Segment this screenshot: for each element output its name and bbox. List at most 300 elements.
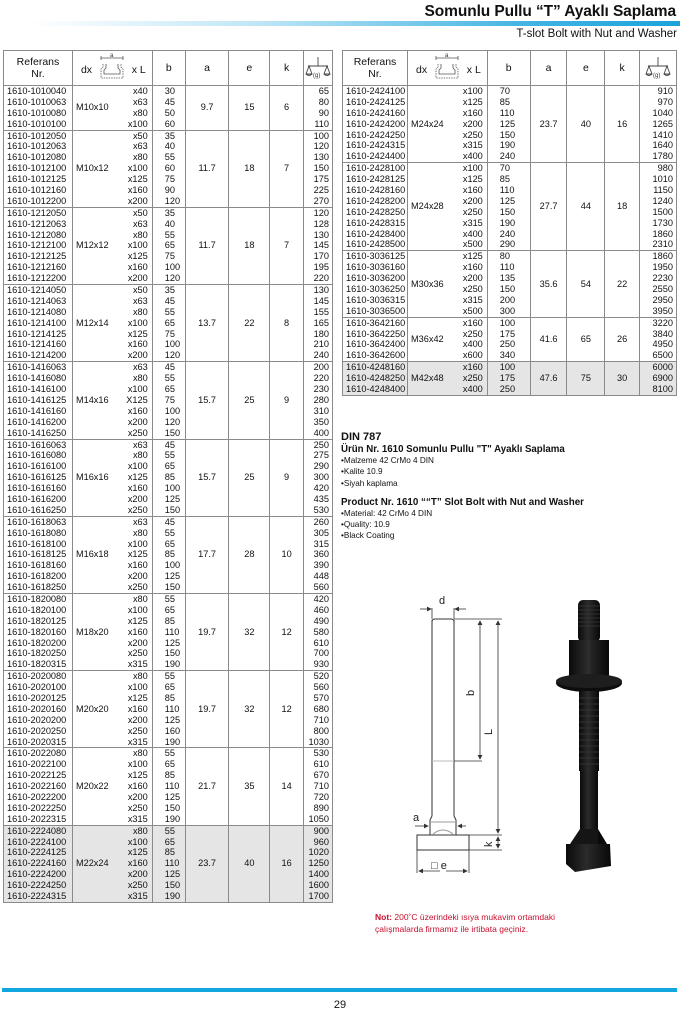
reference-number: 1610-2424200: [346, 118, 406, 129]
reference-number: 1610-4248250: [346, 373, 406, 384]
thread-size: M10x10: [72, 86, 118, 131]
reference-number: 1610-1416200: [7, 416, 67, 427]
length-value-cell: [457, 317, 487, 362]
thread-length-b: 110: [499, 262, 515, 273]
dimension-k: 7: [270, 207, 304, 284]
thread-length-b: 65: [164, 682, 175, 693]
length-value-cell: [457, 362, 487, 396]
dim-label-k: k: [483, 841, 495, 847]
reference-number: 1610-3642250: [346, 328, 406, 339]
size-group-row: [4, 207, 333, 284]
thread-length-b: 135: [499, 273, 516, 284]
length-value: x250: [462, 129, 483, 140]
size-group-row: [4, 439, 333, 516]
reference-number: 1610-1012050: [7, 130, 67, 141]
weight-grams: 910: [657, 86, 673, 96]
thread-length-b: 340: [499, 350, 516, 361]
reference-number: 1610-2424160: [346, 107, 406, 118]
thread-length-b: 65: [164, 461, 175, 472]
weight-grams: 1050: [308, 813, 329, 824]
weight-grams-cell: [303, 825, 332, 902]
length-value-cell: [457, 251, 487, 317]
reference-number-cell: [343, 362, 408, 396]
thread-length-b: 65: [164, 836, 175, 847]
weight-grams: 1700: [308, 891, 329, 902]
dimension-e: 25: [229, 439, 270, 516]
weight-grams: 900: [313, 825, 329, 836]
weight-grams: 530: [313, 504, 329, 515]
thread-length-b: 55: [164, 671, 175, 682]
weight-grams: 300: [313, 472, 329, 483]
thread-length-b: 65: [164, 384, 175, 395]
dimension-k: 6: [270, 86, 304, 131]
length-value: x100: [127, 118, 148, 129]
dimension-k: 10: [270, 516, 304, 593]
bolt-product-photo: [555, 596, 625, 881]
reference-number: 1610-1010040: [7, 86, 67, 96]
thread-size: M20x20: [72, 671, 118, 748]
length-value: x125: [127, 251, 148, 262]
reference-number: 1610-2428125: [346, 174, 406, 185]
thread-length-b: 120: [164, 350, 181, 361]
length-value: x80: [132, 373, 148, 384]
size-group-row: [343, 362, 677, 396]
reference-number: 1610-1012080: [7, 152, 67, 163]
dimension-a: 47.6: [530, 362, 567, 396]
thread-size: M16x16: [72, 439, 118, 516]
thread-length-b: 45: [164, 362, 175, 373]
weight-grams: 610: [313, 637, 329, 648]
size-group-row: [4, 130, 333, 207]
dimension-k: 12: [270, 593, 304, 670]
weight-grams: 280: [313, 394, 329, 405]
dimension-e: 32: [229, 593, 270, 670]
thread-length-b: 125: [164, 493, 181, 504]
thread-length-b: 190: [164, 813, 181, 824]
reference-number: 1610-2428200: [346, 195, 406, 206]
length-value: x160: [462, 317, 483, 328]
length-value: x160: [127, 405, 148, 416]
weight-grams: 305: [313, 527, 329, 538]
dimension-a: 11.7: [185, 130, 229, 207]
thread-length-b-cell: [152, 593, 185, 670]
reference-number-cell: [343, 86, 408, 163]
thread-length-b: 190: [164, 659, 181, 670]
dimension-k: 30: [605, 362, 640, 396]
weight-grams: 100: [313, 130, 329, 141]
length-value: x63: [132, 516, 148, 527]
dimension-e: 75: [567, 362, 605, 396]
dimension-a: 19.7: [185, 671, 229, 748]
english-spec-item: • Quality: 10.9: [341, 519, 671, 530]
weight-grams: 3220: [652, 317, 673, 328]
thread-length-b: 110: [499, 107, 515, 118]
reference-number: 1610-2224160: [7, 858, 67, 869]
length-value: x250: [127, 725, 148, 736]
reference-number-cell: [4, 285, 73, 362]
weight-grams: 460: [313, 604, 329, 615]
dimension-e: 35: [229, 748, 270, 825]
thread-length-b-cell: [152, 86, 185, 131]
length-value: x600: [462, 350, 483, 361]
thread-length-b: 100: [164, 405, 181, 416]
reference-number: 1610-3642400: [346, 339, 406, 350]
reference-number: 1610-2022080: [7, 748, 67, 759]
thread-length-b: 85: [164, 770, 175, 781]
thread-length-b: 100: [164, 339, 181, 350]
thread-length-b: 175: [499, 328, 516, 339]
scale-icon: [305, 55, 331, 81]
weight-grams-cell: [640, 251, 677, 317]
reference-number: 1610-2424100: [346, 86, 406, 96]
weight-grams: 680: [313, 703, 329, 714]
length-value: x250: [462, 284, 483, 295]
weight-grams: 290: [313, 461, 329, 472]
weight-grams-cell: [303, 593, 332, 670]
reference-number: 1610-1012200: [7, 195, 67, 206]
thread-size: M42x48: [407, 362, 457, 396]
dimension-a: 21.7: [185, 748, 229, 825]
weight-grams: 670: [313, 770, 329, 781]
dimension-k: 16: [605, 86, 640, 163]
dimension-e: 65: [567, 317, 605, 362]
length-value: X125: [126, 394, 148, 405]
reference-number-cell: [4, 130, 73, 207]
thread-length-b: 75: [164, 251, 175, 262]
thread-length-b: 70: [499, 163, 511, 174]
header-row: [4, 51, 333, 86]
reference-number: 1610-1212080: [7, 229, 67, 240]
length-value: x125: [127, 615, 148, 626]
length-value: x200: [127, 195, 148, 206]
weight-grams: 1250: [308, 858, 329, 869]
thread-length-b-cell: [152, 285, 185, 362]
reference-number: 1610-1012100: [7, 163, 67, 174]
reference-number-cell: [4, 593, 73, 670]
length-value-cell: [118, 825, 152, 902]
weight-grams: 1730: [652, 217, 673, 228]
length-value: x160: [127, 483, 148, 494]
weight-grams: 390: [313, 560, 329, 571]
weight-grams: 210: [313, 339, 329, 350]
thread-length-b-cell: [152, 439, 185, 516]
thread-length-b: 55: [164, 306, 175, 317]
reference-number: 1610-1618080: [7, 527, 67, 538]
reference-number: 1610-2424400: [346, 151, 406, 162]
dimension-a: 9.7: [185, 86, 229, 131]
thread-length-b: 125: [164, 714, 181, 725]
weight-grams: 3840: [652, 328, 673, 339]
thread-size: M24x24: [407, 86, 457, 163]
reference-number: 1610-2224125: [7, 847, 67, 858]
thread-length-b: 40: [164, 218, 175, 229]
header-weight: [640, 51, 677, 86]
header-referans-line2: Nr.: [368, 68, 382, 80]
weight-grams: 720: [313, 792, 329, 802]
length-value: x200: [127, 416, 148, 427]
header-k: k: [605, 51, 640, 86]
thread-shaft: [579, 691, 599, 771]
weight-grams: 110: [314, 118, 329, 129]
length-value: x400: [462, 339, 483, 350]
length-value: x200: [127, 571, 148, 582]
thread-length-b: 100: [164, 483, 181, 494]
weight-grams-cell: [640, 317, 677, 362]
weight-grams: 1400: [308, 869, 329, 880]
dimension-e: 28: [229, 516, 270, 593]
size-group-row: [4, 671, 333, 748]
weight-grams: 1150: [653, 185, 673, 196]
length-value: x200: [127, 869, 148, 880]
header-referans: [343, 51, 408, 86]
thread-length-b: 35: [164, 285, 175, 296]
weight-unit-label: (g): [653, 73, 661, 79]
reference-number: 1610-2020125: [7, 692, 67, 703]
thread-size: M10x12: [72, 130, 118, 207]
dimension-e: 40: [567, 86, 605, 163]
reference-number-cell: [4, 516, 73, 593]
length-value: x80: [132, 152, 148, 163]
thread-length-b: 125: [499, 118, 516, 129]
length-value: x250: [127, 427, 148, 438]
reference-number: 1610-1416125: [7, 394, 67, 405]
length-value: x200: [462, 118, 483, 129]
dimension-e: 32: [229, 671, 270, 748]
header-xl: x L: [466, 64, 481, 76]
length-value: x50: [132, 285, 148, 296]
reference-number: 1610-1212160: [7, 262, 67, 273]
reference-number: 1610-2020315: [7, 736, 67, 747]
weight-grams: 175: [313, 174, 329, 185]
thread-length-b-cell: [487, 317, 530, 362]
length-value: x100: [127, 604, 148, 615]
length-value: x80: [132, 450, 148, 461]
thread-length-b-cell: [152, 671, 185, 748]
length-value: x160: [127, 858, 148, 869]
thread-length-b: 150: [164, 648, 181, 659]
dimension-a: 41.6: [530, 317, 567, 362]
reference-number: 1610-1616063: [7, 439, 67, 450]
length-value: x200: [127, 493, 148, 504]
length-value: x160: [127, 185, 148, 196]
header-e: e: [567, 51, 605, 86]
header-e: e: [229, 51, 270, 86]
spec-table-right: [342, 50, 677, 396]
thread-length-b: 90: [164, 185, 175, 196]
length-value: x250: [127, 582, 148, 593]
footer-accent-bar: [2, 988, 677, 992]
thread-length-b: 75: [164, 328, 175, 339]
length-value: x400: [462, 151, 483, 162]
length-value: x250: [127, 648, 148, 659]
weight-grams-cell: [303, 516, 332, 593]
size-group-row: [4, 593, 333, 670]
reference-number-cell: [343, 163, 408, 251]
length-value: x200: [127, 273, 148, 284]
english-spec-item: • Black Coating: [341, 530, 671, 541]
dimension-a: 15.7: [185, 362, 229, 439]
reference-number-cell: [4, 825, 73, 902]
reference-number: 1610-2428500: [346, 239, 406, 250]
thread-length-b: 65: [164, 240, 175, 251]
reference-number: 1610-1214063: [7, 295, 67, 306]
reference-number: 1610-2224315: [7, 891, 67, 902]
dimension-k: 26: [605, 317, 640, 362]
reference-number: 1610-2020250: [7, 725, 67, 736]
length-value: x315: [462, 294, 483, 305]
length-value: x250: [462, 373, 483, 384]
weight-grams: 260: [313, 516, 329, 527]
dimension-a: 27.7: [530, 163, 567, 251]
weight-grams: 120: [313, 141, 329, 152]
dimension-k: 7: [270, 130, 304, 207]
weight-grams: 155: [313, 306, 329, 317]
thread-size: M20x22: [72, 748, 118, 825]
reference-number: 1610-1616200: [7, 493, 67, 504]
length-value: x125: [462, 174, 483, 185]
thread-length-b: 110: [164, 626, 180, 637]
thread-length-b: 80: [499, 251, 511, 262]
dimension-a: 17.7: [185, 516, 229, 593]
weight-grams: 170: [313, 251, 329, 262]
english-heading: Product Nr. 1610 ““T” Slot Bolt with Nut and Washer: [341, 496, 584, 508]
thread-length-b: 55: [164, 825, 175, 836]
reference-number: 1610-2022160: [7, 781, 67, 792]
thread-length-b: 85: [164, 615, 175, 626]
reference-number: 1610-1212100: [7, 240, 67, 251]
thread-length-b-cell: [487, 86, 530, 163]
spec-table-left: [3, 50, 333, 903]
reference-number: 1610-1416250: [7, 427, 67, 438]
reference-number: 1610-1212050: [7, 207, 67, 218]
dimension-k: 8: [270, 285, 304, 362]
length-value: x125: [127, 472, 148, 483]
reference-number: 1610-2020160: [7, 703, 67, 714]
header-xl: x L: [131, 64, 146, 76]
thread-length-b: 120: [164, 416, 181, 427]
dimension-k: 14: [270, 748, 304, 825]
thread-length-b: 70: [499, 86, 511, 96]
weight-grams: 580: [313, 626, 329, 637]
reference-number: 1610-1010080: [7, 107, 67, 118]
thread-size: M14x16: [72, 362, 118, 439]
dimension-k: 18: [605, 163, 640, 251]
thread-size: M16x18: [72, 516, 118, 593]
length-value: x125: [462, 251, 483, 262]
length-value: x160: [462, 107, 483, 118]
dimension-k: 9: [270, 439, 304, 516]
thread-length-b: 250: [499, 384, 516, 395]
length-value: x160: [127, 339, 148, 350]
reference-number: 1610-3036200: [346, 273, 406, 284]
thread-length-b: 65: [164, 317, 175, 328]
thread-length-b: 50: [164, 107, 175, 118]
weight-grams: 8100: [652, 384, 673, 395]
dim-label-b: b: [465, 689, 477, 696]
weight-grams: 180: [313, 328, 329, 339]
weight-grams: 1240: [652, 195, 673, 206]
length-value: x160: [462, 262, 483, 273]
note-text: 200˚C üzerindeki ısıya mukavim ortamdaki çalışmalarda firmamız ile irtibata geçiniz.: [375, 912, 555, 934]
thread-length-b: 85: [499, 96, 511, 107]
weight-grams: 560: [313, 582, 329, 593]
weight-grams: 1950: [652, 262, 673, 273]
reference-number: 1610-1616080: [7, 450, 67, 461]
heat-warning-note: [375, 912, 565, 935]
reference-number: 1610-2022200: [7, 792, 67, 802]
weight-grams: 1640: [652, 140, 673, 151]
weight-grams: 165: [313, 317, 329, 328]
thread-length-b: 65: [164, 759, 175, 770]
size-group-row: [343, 317, 677, 362]
dimension-k: 22: [605, 251, 640, 317]
header-dx: dx: [415, 64, 428, 76]
thread-length-b: 55: [164, 152, 175, 163]
length-value-cell: [118, 593, 152, 670]
weight-grams: 930: [313, 659, 329, 670]
scale-icon: [645, 55, 671, 81]
thread-length-b: 190: [164, 736, 181, 747]
length-value: x315: [462, 217, 483, 228]
length-value: x80: [132, 748, 148, 759]
reference-number: 1610-2020080: [7, 671, 67, 682]
thread-length-b: 85: [164, 692, 175, 703]
length-value: x100: [127, 682, 148, 693]
weight-grams: 220: [313, 373, 329, 384]
reference-number-cell: [4, 439, 73, 516]
thread-length-b: 240: [499, 151, 516, 162]
reference-number: 1610-1616125: [7, 472, 67, 483]
reference-number-cell: [4, 207, 73, 284]
reference-number: 1610-2224250: [7, 880, 67, 891]
thread-length-b: 65: [164, 604, 175, 615]
thread-size: M36x42: [407, 317, 457, 362]
length-value: x80: [132, 229, 148, 240]
dimension-e: 44: [567, 163, 605, 251]
weight-grams: 195: [313, 262, 329, 273]
weight-grams: 1600: [308, 880, 329, 891]
length-value: x160: [127, 262, 148, 273]
length-value: x200: [462, 195, 483, 206]
reference-number: 1610-1820250: [7, 648, 67, 659]
weight-grams: 130: [313, 152, 329, 163]
turkish-spec-item: • Siyah kaplama: [341, 478, 671, 489]
weight-grams: 520: [313, 671, 329, 682]
length-value: x160: [462, 362, 483, 373]
reference-number: 1610-1616100: [7, 461, 67, 472]
thread-length-b: 200: [499, 294, 516, 305]
length-value: x200: [127, 350, 148, 361]
page-title: Somunlu Pullu “T” Ayaklı Saplama: [424, 3, 676, 20]
weight-grams: 270: [313, 195, 329, 206]
thread-length-b: 110: [164, 703, 180, 714]
reference-number-cell: [4, 671, 73, 748]
thread-length-b: 55: [164, 229, 175, 240]
size-group-row: [343, 251, 677, 317]
title-accent-bar: [30, 21, 680, 26]
thread-length-b: 125: [164, 869, 181, 880]
reference-number: 1610-1012160: [7, 185, 67, 196]
length-value: x125: [127, 328, 148, 339]
thread-length-b-cell: [152, 825, 185, 902]
size-group-row: [4, 748, 333, 825]
english-spec-item: • Material: 42 CrMo 4 DIN: [341, 508, 671, 519]
weight-grams: 800: [313, 725, 329, 736]
length-value: x100: [127, 163, 148, 174]
length-value: x500: [462, 305, 483, 316]
thread-size: M12x12: [72, 207, 118, 284]
thread-length-b: 45: [164, 516, 175, 527]
